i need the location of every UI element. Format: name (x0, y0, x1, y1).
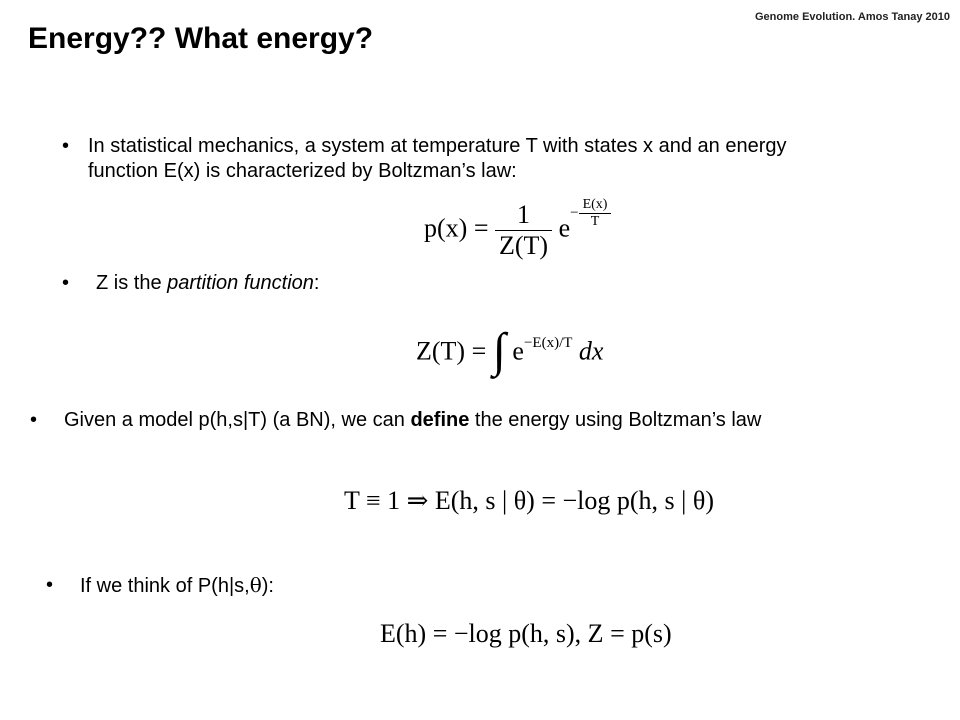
bullet-text (30, 408, 930, 433)
integral-sign: ∫ (492, 324, 506, 377)
equation-lhs: Z(T) = (416, 336, 487, 366)
bullet-partition-function (62, 271, 462, 296)
bullet-boltzmann-intro (62, 134, 862, 184)
exponent (570, 197, 611, 230)
bullet-text-pre: If we think of P(h|s, (80, 575, 250, 597)
header-credit: Genome Evolution. Amos Tanay 2010 (755, 11, 950, 23)
equation-lhs: p(x) = (424, 213, 489, 243)
bullet-define-energy (30, 408, 930, 433)
bullet-text-emphasis: partition function (167, 272, 314, 294)
equation-boltzmann (424, 196, 611, 261)
slide-title: Energy?? What energy? (28, 22, 374, 55)
bullet-text-post: : (313, 272, 320, 294)
bullet-text-strong: define (410, 409, 470, 431)
bullet-dot: • (62, 272, 70, 294)
exponent-denominator: T (579, 213, 612, 230)
equation-text: T ≡ 1 ⇒ E(h, s | θ) = −log p(h, s | θ) (344, 486, 714, 515)
differential: dx (578, 336, 604, 366)
theta-symbol: θ (249, 573, 262, 597)
equation-posterior-energy (380, 619, 672, 649)
bullet-text: In statistical mechanics, a system at temperature T with states x and an energy function E(x) is characterized by Boltzman’s law: (88, 135, 787, 182)
exponent: −E(x)/T (523, 335, 573, 352)
fraction-numerator: 1 (517, 200, 531, 229)
bullet-dot: • (62, 135, 70, 157)
bullet-text-pre: Given a model p(h,s|T) (a BN), we can (64, 409, 411, 431)
bullet-text-post: ): (261, 575, 274, 597)
equation-text: E(h) = −log p(h, s), Z = p(s) (380, 619, 672, 648)
exponent-numerator: E(x) (582, 196, 608, 212)
equation-fraction (495, 200, 552, 261)
exponent-fraction (579, 197, 612, 230)
bullet-text-pre: Z is the (96, 272, 168, 294)
bullet-text (62, 271, 462, 296)
exponent-sign: − (570, 204, 579, 221)
equation-partition (416, 326, 603, 381)
fraction-denominator: Z(T) (495, 230, 552, 261)
bullet-text-post: the energy using Boltzman’s law (469, 409, 762, 431)
bullet-posterior (46, 573, 446, 599)
bullet-dot: • (46, 574, 54, 596)
equation-energy-definition (344, 486, 714, 516)
bullet-text (46, 573, 446, 599)
exponential-base: e (558, 213, 571, 243)
exponential-base: e (512, 336, 524, 366)
bullet-dot: • (30, 409, 38, 431)
